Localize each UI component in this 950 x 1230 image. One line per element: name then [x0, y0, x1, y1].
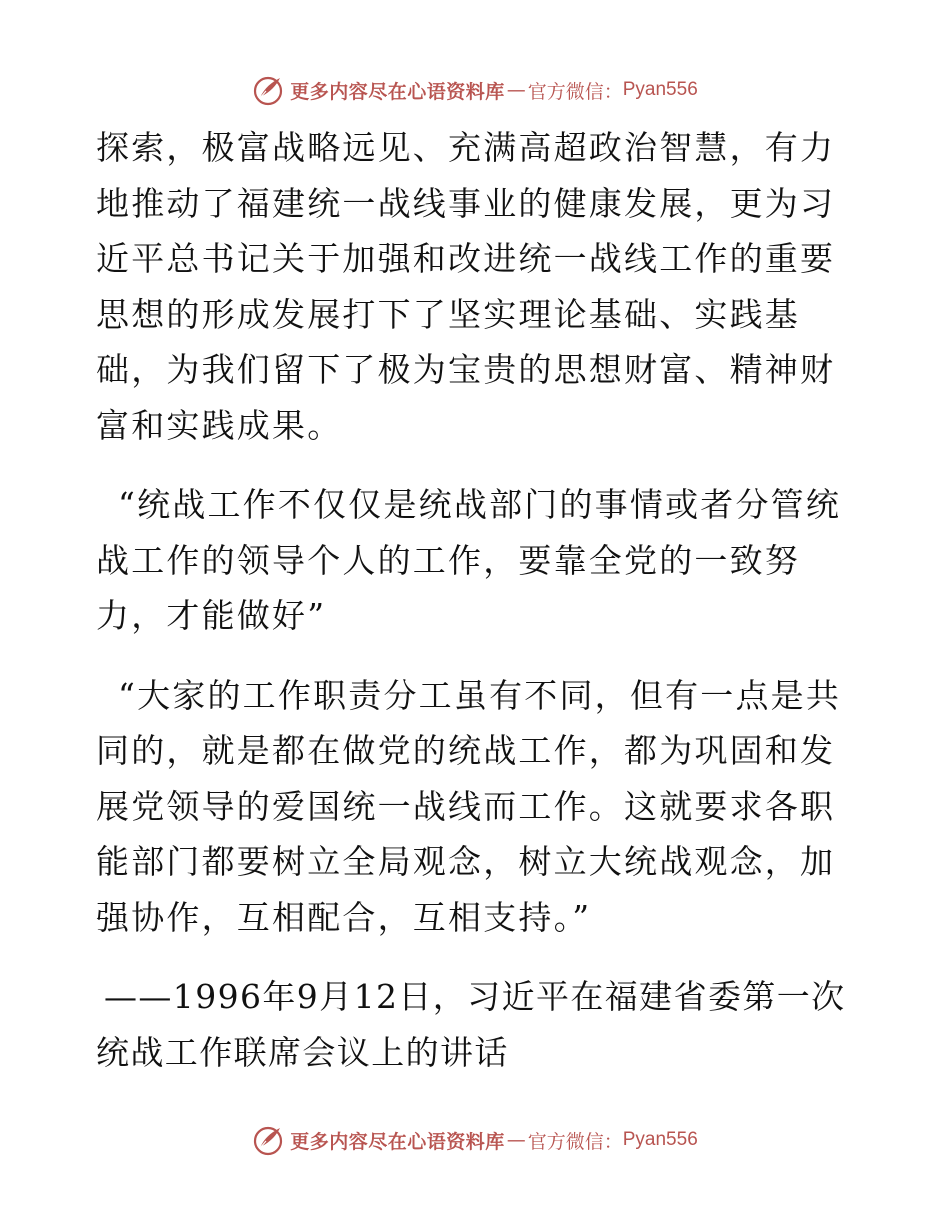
footer-brand-text: 更多内容尽在心语资料库 — [290, 1130, 505, 1153]
header-watermark-banner — [0, 70, 950, 110]
footer-dash: — — [506, 1129, 526, 1151]
header-wechat-label: 官方微信： — [527, 80, 623, 103]
footer-watermark-banner — [0, 1120, 950, 1160]
feather-pen-logo-icon — [252, 74, 284, 106]
header-brand-text: 更多内容尽在心语资料库 — [290, 80, 505, 103]
header-dash: — — [506, 79, 526, 101]
footer-wechat-label: 官方微信： — [527, 1130, 623, 1153]
body-quote-2: “大家的工作职责分工虽有不同，但有一点是共同的，就是都在做党的统战工作，都为巩固和发展党领导的爱国统一战线而工作。这就要求各职能部门都要树立全局观念，树立大统战观念，加强协作，互相配合，互相支持。” — [96, 675, 842, 937]
header-wechat-handle: Pyan556 — [622, 79, 698, 100]
body-quote-1: “统战工作不仅仅是统战部门的事情或者分管统战工作的领导个人的工作，要靠全党的一致努力，才能做好” — [96, 485, 842, 635]
body-paragraph-1: 探索，极富战略远见、充满高超政治智慧，有力地推动了福建统一战线事业的健康发展，更为习近平总书记关于加强和改进统一战线工作的重要思想的形成发展打下了坚实理论基础、实践基础，为我们留下了极为宝贵的思想财富、精神财富和实践成果。 — [96, 128, 836, 445]
document-body — [96, 120, 856, 1080]
body-attribution: ——1996年9月12日，习近平在福建省委第一次统战工作联席会议上的讲话 — [96, 977, 846, 1072]
footer-wechat-handle: Pyan556 — [622, 1129, 698, 1150]
feather-pen-logo-icon — [252, 1124, 284, 1156]
